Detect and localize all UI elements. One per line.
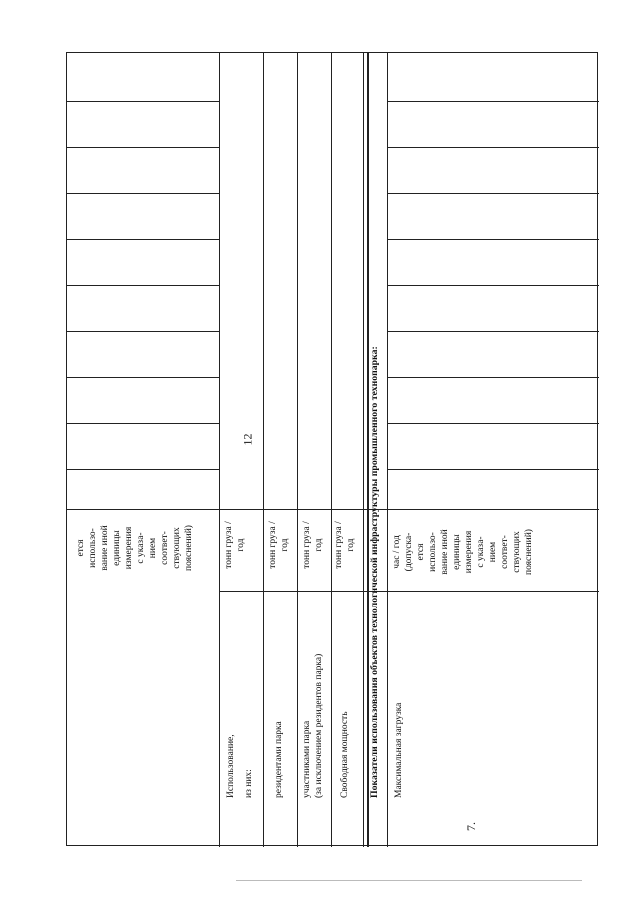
h-line [387,101,599,102]
usage-sub-label: из них: [244,769,254,798]
h-line [387,285,599,286]
h-line [387,239,599,240]
h-line [219,591,599,592]
row-7-unit: час / год (допуска- ется использо- вание иной единицы измерения с указа- нием соответ- ствующих пояснений) [392,529,534,575]
scan-edge-line [236,880,582,881]
h-line [67,423,219,424]
h-line [67,331,219,332]
h-line [387,331,599,332]
free-capacity-unit: тонн груза / год [334,521,356,569]
h-line [67,377,219,378]
h-line [67,285,219,286]
v-line [297,53,298,847]
usage-unit: тонн груза / год [224,521,246,569]
residents-label: резидентами парка [274,721,284,798]
h-line [387,147,599,148]
h-line [67,193,219,194]
h-line [67,101,219,102]
h-line [387,193,599,194]
v-line [363,53,364,847]
usage-label: Использование, [226,734,236,798]
participants-unit: тонн груза / год [302,521,324,569]
free-capacity-label: Свободная мощность [340,711,350,798]
row-7-label: Максимальная загрузка [394,702,404,798]
unit-continuation: ется использо- вание иной единицы измерения с указа- нием соответ- ствующих пояснений) [76,525,194,571]
row-7-number: 7. [464,822,478,831]
v-line [387,53,388,847]
h-line [387,423,599,424]
h-line [67,147,219,148]
v-line [219,53,220,847]
indicator-table [66,52,598,846]
h-line [67,469,219,470]
h-line [387,377,599,378]
residents-unit: тонн груза / год [268,521,290,569]
section-header: Показатели использования объектов технологической инфраструктуры промышленного технопарка: [369,346,380,798]
participants-label: участниками парка (за исключением резидентов парка) [302,653,324,798]
h-line [67,239,219,240]
v-line [331,53,332,847]
v-line [263,53,264,847]
page-number: 12 [240,433,255,446]
h-line [387,469,599,470]
